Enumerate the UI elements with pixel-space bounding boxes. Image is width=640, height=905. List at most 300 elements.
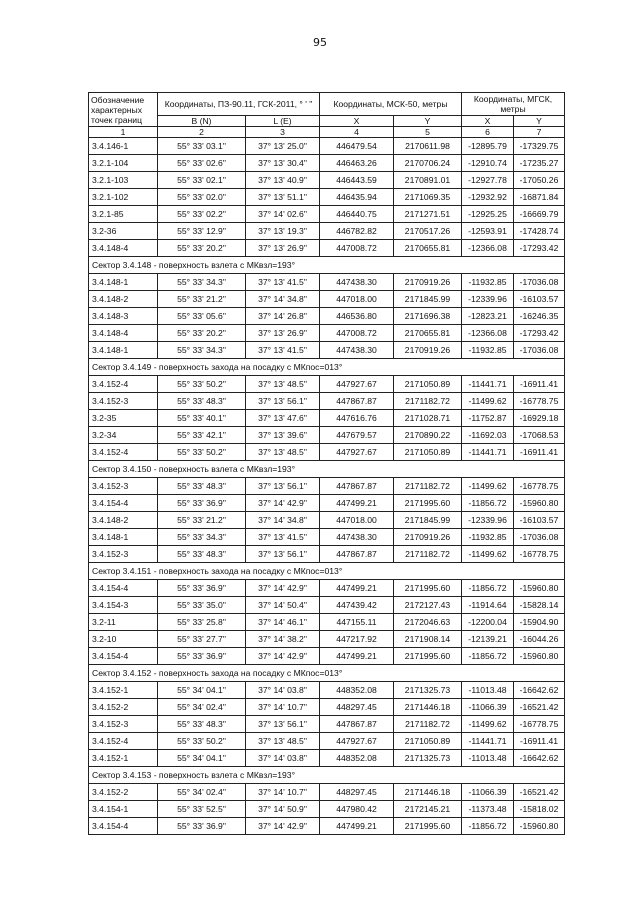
cell-x-msk: 446440.75 xyxy=(320,206,394,223)
cell-x-mgsk: -12593.91 xyxy=(462,223,514,240)
cell-point-id: 3.4.154-4 xyxy=(89,495,158,512)
cell-y-mgsk: -17036.08 xyxy=(514,274,565,291)
cell-lon: 37° 14' 34.8" xyxy=(246,512,320,529)
cell-x-msk: 447438.30 xyxy=(320,274,394,291)
cell-y-mgsk: -17068.53 xyxy=(514,427,565,444)
cell-point-id: 3.4.154-4 xyxy=(89,818,158,835)
cell-y-msk: 2172046.63 xyxy=(394,614,462,631)
cell-lon: 37° 13' 41.5" xyxy=(246,529,320,546)
cell-x-msk: 447499.21 xyxy=(320,648,394,665)
cell-point-id: 3.4.152-3 xyxy=(89,716,158,733)
cell-lon: 37° 13' 48.5" xyxy=(246,444,320,461)
table-row xyxy=(89,733,565,750)
section-row xyxy=(89,359,565,376)
cell-y-msk: 2170517.26 xyxy=(394,223,462,240)
cell-y-mgsk: -16103.57 xyxy=(514,512,565,529)
header-pz-group: Координаты, ПЗ-90.11, ГСК-2011, ° ' " xyxy=(158,93,320,116)
cell-y-msk: 2171050.89 xyxy=(394,444,462,461)
cell-y-mgsk: -17329.75 xyxy=(514,138,565,155)
cell-x-mgsk: -12823.21 xyxy=(462,308,514,325)
cell-lat: 55° 33' 34.3" xyxy=(158,529,246,546)
cell-y-mgsk: -17050.26 xyxy=(514,172,565,189)
table-row xyxy=(89,206,565,223)
cell-y-mgsk: -16521.42 xyxy=(514,699,565,716)
cell-y-msk: 2171182.72 xyxy=(394,393,462,410)
table-row xyxy=(89,478,565,495)
cell-y-msk: 2171182.72 xyxy=(394,716,462,733)
table-row xyxy=(89,818,565,835)
cell-lat: 55° 33' 36.9" xyxy=(158,648,246,665)
cell-x-mgsk: -12932.92 xyxy=(462,189,514,206)
cell-lon: 37° 13' 56.1" xyxy=(246,393,320,410)
page-number: 95 xyxy=(313,36,327,49)
table-row xyxy=(89,376,565,393)
cell-x-mgsk: -12366.08 xyxy=(462,240,514,257)
cell-y-msk: 2170706.24 xyxy=(394,155,462,172)
cell-point-id: 3.4.154-1 xyxy=(89,801,158,818)
table-row xyxy=(89,546,565,563)
cell-lat: 55° 33' 50.2" xyxy=(158,376,246,393)
cell-x-msk: 446479.54 xyxy=(320,138,394,155)
cell-x-msk: 446536.80 xyxy=(320,308,394,325)
header-num-1: 1 xyxy=(89,127,158,138)
cell-point-id: 3.4.148-2 xyxy=(89,512,158,529)
cell-lat: 55° 33' 48.3" xyxy=(158,546,246,563)
table-row xyxy=(89,155,565,172)
table-row xyxy=(89,750,565,767)
header-col-b: B (N) xyxy=(158,116,246,127)
cell-y-mgsk: -16778.75 xyxy=(514,716,565,733)
table-row xyxy=(89,716,565,733)
cell-y-msk: 2171271.51 xyxy=(394,206,462,223)
cell-x-msk: 447927.67 xyxy=(320,376,394,393)
cell-x-mgsk: -11932.85 xyxy=(462,274,514,291)
cell-x-msk: 447867.87 xyxy=(320,393,394,410)
cell-point-id: 3.2-11 xyxy=(89,614,158,631)
cell-x-mgsk: -11752.87 xyxy=(462,410,514,427)
cell-point-id: 3.4.152-3 xyxy=(89,478,158,495)
cell-x-msk: 447980.42 xyxy=(320,801,394,818)
cell-x-mgsk: -12200.04 xyxy=(462,614,514,631)
table-row xyxy=(89,631,565,648)
cell-y-mgsk: -16778.75 xyxy=(514,393,565,410)
cell-point-id: 3.4.152-2 xyxy=(89,699,158,716)
table-row xyxy=(89,393,565,410)
cell-y-msk: 2172127.43 xyxy=(394,597,462,614)
cell-lat: 55° 33' 48.3" xyxy=(158,716,246,733)
cell-point-id: 3.4.152-1 xyxy=(89,682,158,699)
cell-lon: 37° 14' 50.9" xyxy=(246,801,320,818)
cell-y-msk: 2171069.35 xyxy=(394,189,462,206)
cell-point-id: 3.2.1-104 xyxy=(89,155,158,172)
cell-y-msk: 2172145.21 xyxy=(394,801,462,818)
cell-x-mgsk: -12927.78 xyxy=(462,172,514,189)
cell-x-mgsk: -11692.03 xyxy=(462,427,514,444)
cell-y-mgsk: -17235.27 xyxy=(514,155,565,172)
coordinates-table xyxy=(88,92,565,835)
cell-point-id: 3.4.148-1 xyxy=(89,274,158,291)
header-col-y-mgsk: Y xyxy=(514,116,565,127)
cell-lon: 37° 14' 03.8" xyxy=(246,750,320,767)
cell-lat: 55° 33' 36.9" xyxy=(158,818,246,835)
table-row xyxy=(89,274,565,291)
cell-x-msk: 447867.87 xyxy=(320,716,394,733)
cell-y-msk: 2170919.26 xyxy=(394,342,462,359)
section-title: Сектор 3.4.153 - поверхность взлета с МКвзл=193° xyxy=(89,767,565,784)
cell-x-mgsk: -12366.08 xyxy=(462,325,514,342)
cell-x-mgsk: -11441.71 xyxy=(462,376,514,393)
cell-lon: 37° 14' 10.7" xyxy=(246,699,320,716)
cell-point-id: 3.2.1-103 xyxy=(89,172,158,189)
table-row xyxy=(89,189,565,206)
header-num-4: 4 xyxy=(320,127,394,138)
cell-lat: 55° 33' 34.3" xyxy=(158,274,246,291)
cell-x-mgsk: -11499.62 xyxy=(462,393,514,410)
cell-lat: 55° 33' 42.1" xyxy=(158,427,246,444)
cell-y-msk: 2170919.26 xyxy=(394,274,462,291)
cell-x-msk: 447927.67 xyxy=(320,444,394,461)
table-row xyxy=(89,512,565,529)
table-row xyxy=(89,529,565,546)
section-title: Сектор 3.4.152 - поверхность захода на посадку с МКпос=013° xyxy=(89,665,565,682)
cell-lon: 37° 14' 02.6" xyxy=(246,206,320,223)
cell-x-msk: 447499.21 xyxy=(320,818,394,835)
cell-x-mgsk: -12910.74 xyxy=(462,155,514,172)
table-header xyxy=(89,93,565,138)
cell-lat: 55° 33' 50.2" xyxy=(158,444,246,461)
cell-lat: 55° 34' 04.1" xyxy=(158,682,246,699)
table-row xyxy=(89,172,565,189)
cell-y-mgsk: -17293.42 xyxy=(514,325,565,342)
cell-point-id: 3.4.148-4 xyxy=(89,325,158,342)
section-row xyxy=(89,563,565,580)
cell-x-mgsk: -11066.39 xyxy=(462,784,514,801)
cell-lon: 37° 13' 26.9" xyxy=(246,325,320,342)
cell-lat: 55° 34' 02.4" xyxy=(158,784,246,801)
cell-y-msk: 2170919.26 xyxy=(394,529,462,546)
cell-lat: 55° 33' 05.6" xyxy=(158,308,246,325)
cell-x-msk: 447008.72 xyxy=(320,240,394,257)
cell-x-msk: 447867.87 xyxy=(320,478,394,495)
table-row xyxy=(89,410,565,427)
cell-lon: 37° 13' 25.0" xyxy=(246,138,320,155)
cell-x-mgsk: -11914.64 xyxy=(462,597,514,614)
cell-y-msk: 2171995.60 xyxy=(394,495,462,512)
section-row xyxy=(89,257,565,274)
table-row xyxy=(89,223,565,240)
cell-y-msk: 2171696.38 xyxy=(394,308,462,325)
cell-lon: 37° 13' 30.4" xyxy=(246,155,320,172)
cell-x-mgsk: -11932.85 xyxy=(462,529,514,546)
cell-x-msk: 447499.21 xyxy=(320,580,394,597)
cell-y-mgsk: -16911.41 xyxy=(514,376,565,393)
header-num-5: 5 xyxy=(394,127,462,138)
cell-lon: 37° 13' 48.5" xyxy=(246,376,320,393)
cell-x-mgsk: -11441.71 xyxy=(462,444,514,461)
cell-lon: 37° 14' 26.8" xyxy=(246,308,320,325)
section-title: Сектор 3.4.149 - поверхность захода на посадку с МКпос=013° xyxy=(89,359,565,376)
cell-point-id: 3.2-10 xyxy=(89,631,158,648)
table-row xyxy=(89,308,565,325)
cell-lat: 55° 33' 21.2" xyxy=(158,512,246,529)
cell-point-id: 3.2-36 xyxy=(89,223,158,240)
cell-y-msk: 2171182.72 xyxy=(394,546,462,563)
cell-lon: 37° 14' 34.8" xyxy=(246,291,320,308)
cell-point-id: 3.4.152-3 xyxy=(89,393,158,410)
cell-y-mgsk: -17036.08 xyxy=(514,529,565,546)
cell-lat: 55° 34' 02.4" xyxy=(158,699,246,716)
cell-y-mgsk: -15960.80 xyxy=(514,648,565,665)
cell-x-msk: 448352.08 xyxy=(320,750,394,767)
cell-x-msk: 446463.26 xyxy=(320,155,394,172)
cell-lat: 55° 33' 40.1" xyxy=(158,410,246,427)
cell-point-id: 3.4.146-1 xyxy=(89,138,158,155)
cell-x-msk: 447679.57 xyxy=(320,427,394,444)
cell-lon: 37° 14' 38.2" xyxy=(246,631,320,648)
section-row xyxy=(89,665,565,682)
cell-y-msk: 2171446.18 xyxy=(394,699,462,716)
table-row xyxy=(89,138,565,155)
cell-x-mgsk: -12139.21 xyxy=(462,631,514,648)
table-row xyxy=(89,444,565,461)
cell-x-msk: 447155.11 xyxy=(320,614,394,631)
cell-y-mgsk: -15960.80 xyxy=(514,580,565,597)
cell-x-mgsk: -11856.72 xyxy=(462,818,514,835)
cell-lat: 55° 33' 02.2" xyxy=(158,206,246,223)
table-row xyxy=(89,291,565,308)
section-row xyxy=(89,767,565,784)
cell-lat: 55° 33' 36.9" xyxy=(158,495,246,512)
header-col-l: L (E) xyxy=(246,116,320,127)
header-msk-group: Координаты, МСК-50, метры xyxy=(320,93,462,116)
header-mgsk-group: Координаты, МГСК, метры xyxy=(462,93,565,116)
cell-point-id: 3.4.148-1 xyxy=(89,529,158,546)
cell-lon: 37° 14' 03.8" xyxy=(246,682,320,699)
cell-lon: 37° 14' 42.9" xyxy=(246,818,320,835)
cell-y-mgsk: -17428.74 xyxy=(514,223,565,240)
cell-x-msk: 447927.67 xyxy=(320,733,394,750)
header-num-7: 7 xyxy=(514,127,565,138)
cell-x-msk: 448297.45 xyxy=(320,699,394,716)
cell-y-mgsk: -16871.84 xyxy=(514,189,565,206)
cell-y-msk: 2171446.18 xyxy=(394,784,462,801)
header-col-x-msk: X xyxy=(320,116,394,127)
cell-lat: 55° 33' 48.3" xyxy=(158,478,246,495)
cell-y-msk: 2171325.73 xyxy=(394,682,462,699)
section-title: Сектор 3.4.150 - поверхность взлета с МКвзл=193° xyxy=(89,461,565,478)
table-body xyxy=(89,138,565,835)
table-row xyxy=(89,342,565,359)
cell-x-mgsk: -11932.85 xyxy=(462,342,514,359)
cell-y-mgsk: -16521.42 xyxy=(514,784,565,801)
cell-y-msk: 2171050.89 xyxy=(394,733,462,750)
cell-point-id: 3.4.152-4 xyxy=(89,733,158,750)
cell-lon: 37° 14' 42.9" xyxy=(246,580,320,597)
cell-x-mgsk: -11013.48 xyxy=(462,750,514,767)
cell-lat: 55° 33' 02.6" xyxy=(158,155,246,172)
cell-x-mgsk: -11856.72 xyxy=(462,495,514,512)
cell-x-msk: 446782.82 xyxy=(320,223,394,240)
cell-y-msk: 2170655.81 xyxy=(394,240,462,257)
section-title: Сектор 3.4.148 - поверхность взлета с МКвзл=193° xyxy=(89,257,565,274)
cell-x-mgsk: -11066.39 xyxy=(462,699,514,716)
cell-point-id: 3.4.148-2 xyxy=(89,291,158,308)
cell-x-mgsk: -12925.25 xyxy=(462,206,514,223)
cell-y-mgsk: -16044.26 xyxy=(514,631,565,648)
cell-point-id: 3.2-34 xyxy=(89,427,158,444)
cell-x-mgsk: -12339.96 xyxy=(462,291,514,308)
cell-y-msk: 2171845.99 xyxy=(394,512,462,529)
cell-y-msk: 2171182.72 xyxy=(394,478,462,495)
cell-y-mgsk: -15960.80 xyxy=(514,495,565,512)
cell-x-msk: 447438.30 xyxy=(320,529,394,546)
cell-x-msk: 447018.00 xyxy=(320,291,394,308)
cell-lat: 55° 33' 36.9" xyxy=(158,580,246,597)
cell-y-mgsk: -16103.57 xyxy=(514,291,565,308)
cell-lon: 37° 13' 19.3" xyxy=(246,223,320,240)
cell-lat: 55° 33' 12.9" xyxy=(158,223,246,240)
table-row xyxy=(89,427,565,444)
cell-x-msk: 447499.21 xyxy=(320,495,394,512)
cell-y-mgsk: -16929.18 xyxy=(514,410,565,427)
table-row xyxy=(89,682,565,699)
cell-lon: 37° 14' 46.1" xyxy=(246,614,320,631)
cell-lon: 37° 13' 41.5" xyxy=(246,342,320,359)
cell-y-mgsk: -16911.41 xyxy=(514,444,565,461)
cell-x-mgsk: -12895.79 xyxy=(462,138,514,155)
cell-x-msk: 447439.42 xyxy=(320,597,394,614)
cell-x-mgsk: -11013.48 xyxy=(462,682,514,699)
cell-y-mgsk: -15904.90 xyxy=(514,614,565,631)
table-row xyxy=(89,648,565,665)
cell-lon: 37° 14' 42.9" xyxy=(246,495,320,512)
cell-lat: 55° 33' 02.0" xyxy=(158,189,246,206)
cell-point-id: 3.4.152-4 xyxy=(89,376,158,393)
cell-lat: 55° 33' 21.2" xyxy=(158,291,246,308)
cell-x-mgsk: -11373.48 xyxy=(462,801,514,818)
cell-lon: 37° 13' 26.9" xyxy=(246,240,320,257)
cell-point-id: 3.4.152-4 xyxy=(89,444,158,461)
cell-y-msk: 2171995.60 xyxy=(394,580,462,597)
cell-point-id: 3.4.148-1 xyxy=(89,342,158,359)
cell-point-id: 3.4.152-2 xyxy=(89,784,158,801)
cell-x-mgsk: -11499.62 xyxy=(462,546,514,563)
table-row xyxy=(89,580,565,597)
cell-lat: 55° 33' 34.3" xyxy=(158,342,246,359)
cell-lon: 37° 13' 40.9" xyxy=(246,172,320,189)
cell-y-mgsk: -17036.08 xyxy=(514,342,565,359)
cell-lat: 55° 33' 27.7" xyxy=(158,631,246,648)
cell-y-mgsk: -16642.62 xyxy=(514,750,565,767)
cell-lat: 55° 33' 02.1" xyxy=(158,172,246,189)
cell-y-msk: 2170655.81 xyxy=(394,325,462,342)
cell-lat: 55° 33' 52.5" xyxy=(158,801,246,818)
cell-lat: 55° 33' 20.2" xyxy=(158,325,246,342)
cell-lon: 37° 13' 39.6" xyxy=(246,427,320,444)
cell-lat: 55° 33' 50.2" xyxy=(158,733,246,750)
table-row xyxy=(89,801,565,818)
cell-y-mgsk: -15828.14 xyxy=(514,597,565,614)
cell-lat: 55° 33' 03.1" xyxy=(158,138,246,155)
cell-lat: 55° 33' 20.2" xyxy=(158,240,246,257)
header-col-x-mgsk: X xyxy=(462,116,514,127)
table-row xyxy=(89,614,565,631)
cell-y-mgsk: -16911.41 xyxy=(514,733,565,750)
cell-y-msk: 2171325.73 xyxy=(394,750,462,767)
cell-lon: 37° 13' 56.1" xyxy=(246,716,320,733)
cell-lon: 37° 13' 56.1" xyxy=(246,478,320,495)
table-row xyxy=(89,597,565,614)
cell-y-mgsk: -16778.75 xyxy=(514,546,565,563)
cell-x-mgsk: -11499.62 xyxy=(462,478,514,495)
cell-y-mgsk: -15818.02 xyxy=(514,801,565,818)
cell-lon: 37° 13' 51.1" xyxy=(246,189,320,206)
cell-y-mgsk: -16669.79 xyxy=(514,206,565,223)
table-row xyxy=(89,240,565,257)
header-num-2: 2 xyxy=(158,127,246,138)
cell-y-msk: 2171995.60 xyxy=(394,648,462,665)
cell-x-msk: 447438.30 xyxy=(320,342,394,359)
header-num-6: 6 xyxy=(462,127,514,138)
cell-x-mgsk: -11856.72 xyxy=(462,648,514,665)
cell-y-mgsk: -16778.75 xyxy=(514,478,565,495)
cell-y-mgsk: -16246.35 xyxy=(514,308,565,325)
section-title: Сектор 3.4.151 - поверхность захода на посадку с МКпос=013° xyxy=(89,563,565,580)
cell-point-id: 3.4.154-4 xyxy=(89,648,158,665)
cell-point-id: 3.2-35 xyxy=(89,410,158,427)
cell-y-mgsk: -16642.62 xyxy=(514,682,565,699)
header-col-y-msk: Y xyxy=(394,116,462,127)
cell-point-id: 3.4.152-1 xyxy=(89,750,158,767)
cell-lat: 55° 33' 25.8" xyxy=(158,614,246,631)
cell-x-mgsk: -11856.72 xyxy=(462,580,514,597)
table-row xyxy=(89,699,565,716)
cell-point-id: 3.4.152-3 xyxy=(89,546,158,563)
cell-y-mgsk: -17293.42 xyxy=(514,240,565,257)
cell-x-msk: 446443.59 xyxy=(320,172,394,189)
cell-x-msk: 448297.45 xyxy=(320,784,394,801)
table-row xyxy=(89,495,565,512)
cell-y-msk: 2171845.99 xyxy=(394,291,462,308)
cell-point-id: 3.4.148-4 xyxy=(89,240,158,257)
cell-lon: 37° 13' 48.5" xyxy=(246,733,320,750)
cell-lat: 55° 33' 35.0" xyxy=(158,597,246,614)
cell-x-msk: 447867.87 xyxy=(320,546,394,563)
table-row xyxy=(89,325,565,342)
cell-y-msk: 2171050.89 xyxy=(394,376,462,393)
cell-point-id: 3.4.148-3 xyxy=(89,308,158,325)
cell-x-msk: 447616.76 xyxy=(320,410,394,427)
table-row xyxy=(89,784,565,801)
cell-lat: 55° 33' 48.3" xyxy=(158,393,246,410)
cell-point-id: 3.4.154-3 xyxy=(89,597,158,614)
header-num-3: 3 xyxy=(246,127,320,138)
cell-x-msk: 447008.72 xyxy=(320,325,394,342)
cell-y-msk: 2171908.14 xyxy=(394,631,462,648)
cell-lon: 37° 14' 10.7" xyxy=(246,784,320,801)
cell-lon: 37° 14' 50.4" xyxy=(246,597,320,614)
cell-x-msk: 447018.00 xyxy=(320,512,394,529)
cell-y-msk: 2170611.98 xyxy=(394,138,462,155)
cell-point-id: 3.2.1-85 xyxy=(89,206,158,223)
cell-y-msk: 2171995.60 xyxy=(394,818,462,835)
cell-lon: 37° 14' 42.9" xyxy=(246,648,320,665)
cell-y-mgsk: -15960.80 xyxy=(514,818,565,835)
cell-lat: 55° 34' 04.1" xyxy=(158,750,246,767)
cell-x-mgsk: -12339.96 xyxy=(462,512,514,529)
cell-x-msk: 448352.08 xyxy=(320,682,394,699)
header-designation: Обозначение характерных точек границ xyxy=(89,93,158,127)
